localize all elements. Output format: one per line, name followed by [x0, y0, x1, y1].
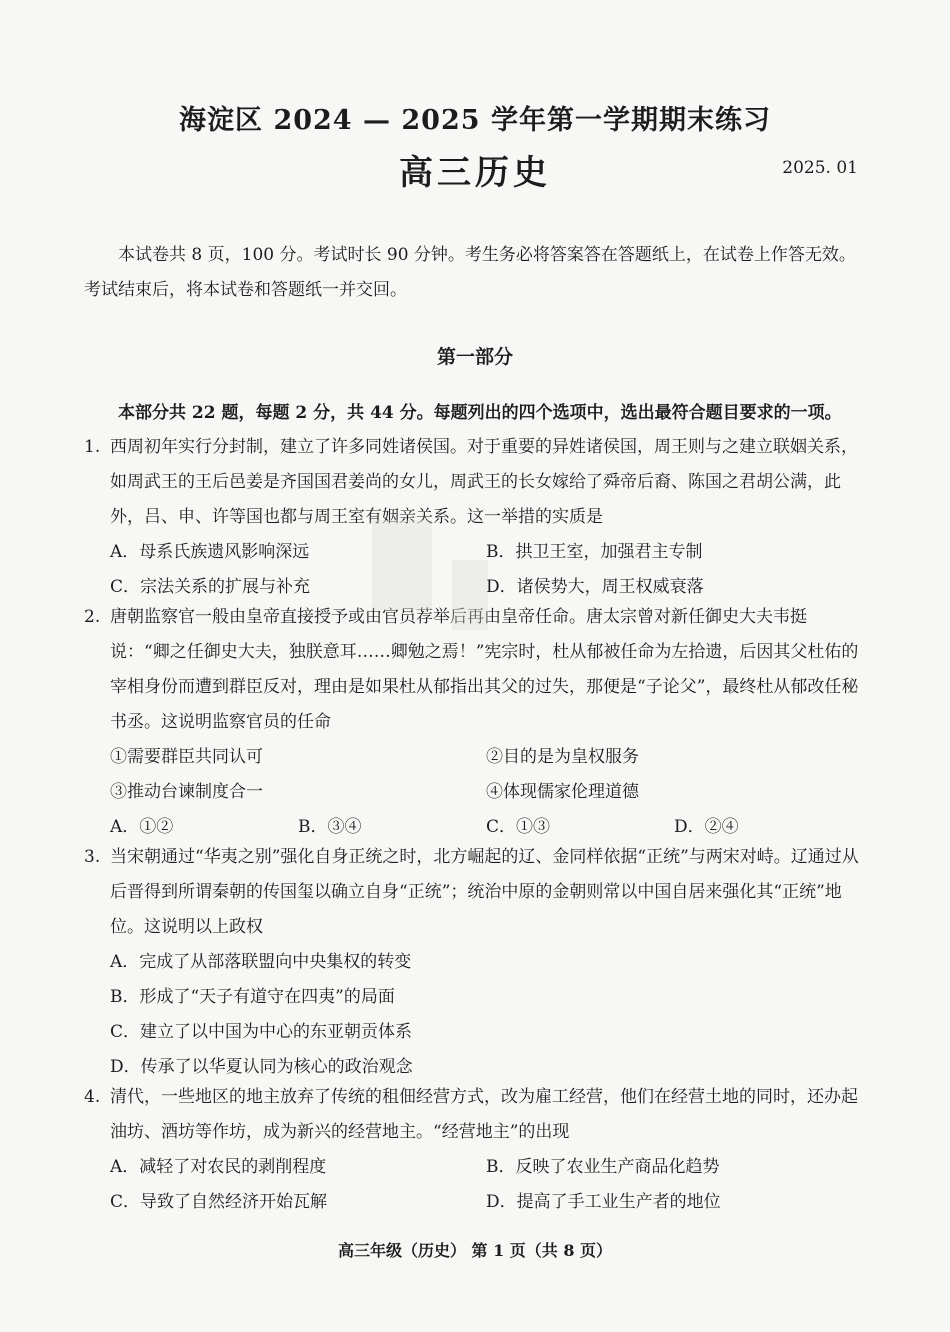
- statement-1: ①需要群臣共同认可: [110, 747, 263, 767]
- option-d: D．传承了以华夏认同为核心的政治观念: [110, 1057, 413, 1077]
- option-d: D．提高了手工业生产者的地位: [486, 1192, 721, 1212]
- exam-date: 2025. 01: [782, 158, 858, 178]
- option-a: A．完成了从部落联盟向中央集权的转变: [110, 952, 412, 972]
- subject-title: 高三历史: [399, 153, 551, 193]
- question-4: [84, 1080, 862, 1220]
- option-b: B．拱卫王室，加强君主专制: [486, 542, 703, 562]
- section-title: 第一部分: [436, 346, 513, 368]
- option-b: B．反映了农业生产商品化趋势: [486, 1157, 720, 1177]
- question-2: [84, 600, 862, 845]
- option-c: C．建立了以中国为中心的东亚朝贡体系: [110, 1022, 413, 1042]
- exam-title: 海淀区 2024 — 2025 学年第一学期期末练习: [179, 105, 771, 136]
- option-d: D．②④: [674, 817, 739, 837]
- option-list: [84, 945, 862, 1085]
- statement-3: ③推动台谏制度合一: [110, 782, 263, 802]
- question-number: 4.: [84, 1087, 101, 1107]
- question-text: 西周初年实行分封制，建立了许多同姓诸侯国。对于重要的异姓诸侯国，周王则与之建立联姻关系，如周武王的王后邑姜是齐国国君姜尚的女儿，周武王的长女嫁给了舜帝后裔、陈国之君胡公满，此外，吕、申、许等国也都与周王室有姻亲关系。这一举措的实质是: [110, 437, 858, 527]
- statement-list: [84, 740, 862, 810]
- scan-artifact: [372, 520, 432, 610]
- question-number: 1.: [84, 437, 101, 457]
- statement-2: ②目的是为皇权服务: [486, 747, 639, 767]
- option-b: B．形成了“天子有道守在四夷”的局面: [110, 987, 395, 1007]
- option-a: A．母系氏族遗风影响深远: [110, 542, 310, 562]
- question-stem: [84, 430, 862, 535]
- option-d: D．诸侯势大，周王权威衰落: [486, 577, 704, 597]
- option-a: A．①②: [110, 817, 174, 837]
- exam-instructions: 本试卷共 8 页，100 分。考试时长 90 分钟。考生务必将答案答在答题纸上，在试卷上作答无效。考试结束后，将本试卷和答题纸一并交回。: [84, 245, 856, 300]
- option-c: C．导致了自然经济开始瓦解: [110, 1192, 328, 1212]
- question-stem: [84, 840, 862, 945]
- option-c: C．①③: [486, 817, 551, 837]
- option-c: C．宗法关系的扩展与补充: [110, 577, 311, 597]
- page-footer: 高三年级（历史） 第 1 页（共 8 页）: [337, 1241, 613, 1260]
- question-number: 2.: [84, 607, 101, 627]
- question-text: 清代，一些地区的地主放弃了传统的租佃经营方式，改为雇工经营，他们在经营土地的同时，还办起油坊、酒坊等作坊，成为新兴的经营地主。“经营地主”的出现: [110, 1087, 858, 1142]
- question-text: 当宋朝通过“华夷之别”强化自身正统之时，北方崛起的辽、金同样依据“正统”与两宋对峙。辽通过从后晋得到所谓秦朝的传国玺以确立自身“正统”；统治中原的金朝则常以中国自居来强化其“正统”地位。这说明以上政权: [110, 847, 859, 937]
- option-a: A．减轻了对农民的剥削程度: [110, 1157, 327, 1177]
- question-stem: [84, 1080, 862, 1150]
- statement-4: ④体现儒家伦理道德: [486, 782, 639, 802]
- option-b: B．③④: [298, 817, 362, 837]
- option-list: [84, 1150, 862, 1220]
- question-text: 唐朝监察官一般由皇帝直接授予或由官员荐举后再由皇帝任命。唐太宗曾对新任御史大夫韦挺说：“卿之任御史大夫，独朕意耳……卿勉之焉！”宪宗时，杜从郁被任命为左拾遗，后因其父杜佑的宰相身份而遭到群臣反对，理由是如果杜从郁指出其父的过失，那便是“子论父”，最终杜从郁改任秘书丞。这说明监察官员的任命: [110, 607, 859, 732]
- scan-artifact: [452, 560, 488, 630]
- section-instructions: 本部分共 22 题，每题 2 分，共 44 分。每题列出的四个选项中，选出最符合题目要求的一项。: [118, 403, 842, 423]
- question-3: [84, 840, 862, 1085]
- question-number: 3.: [84, 847, 101, 867]
